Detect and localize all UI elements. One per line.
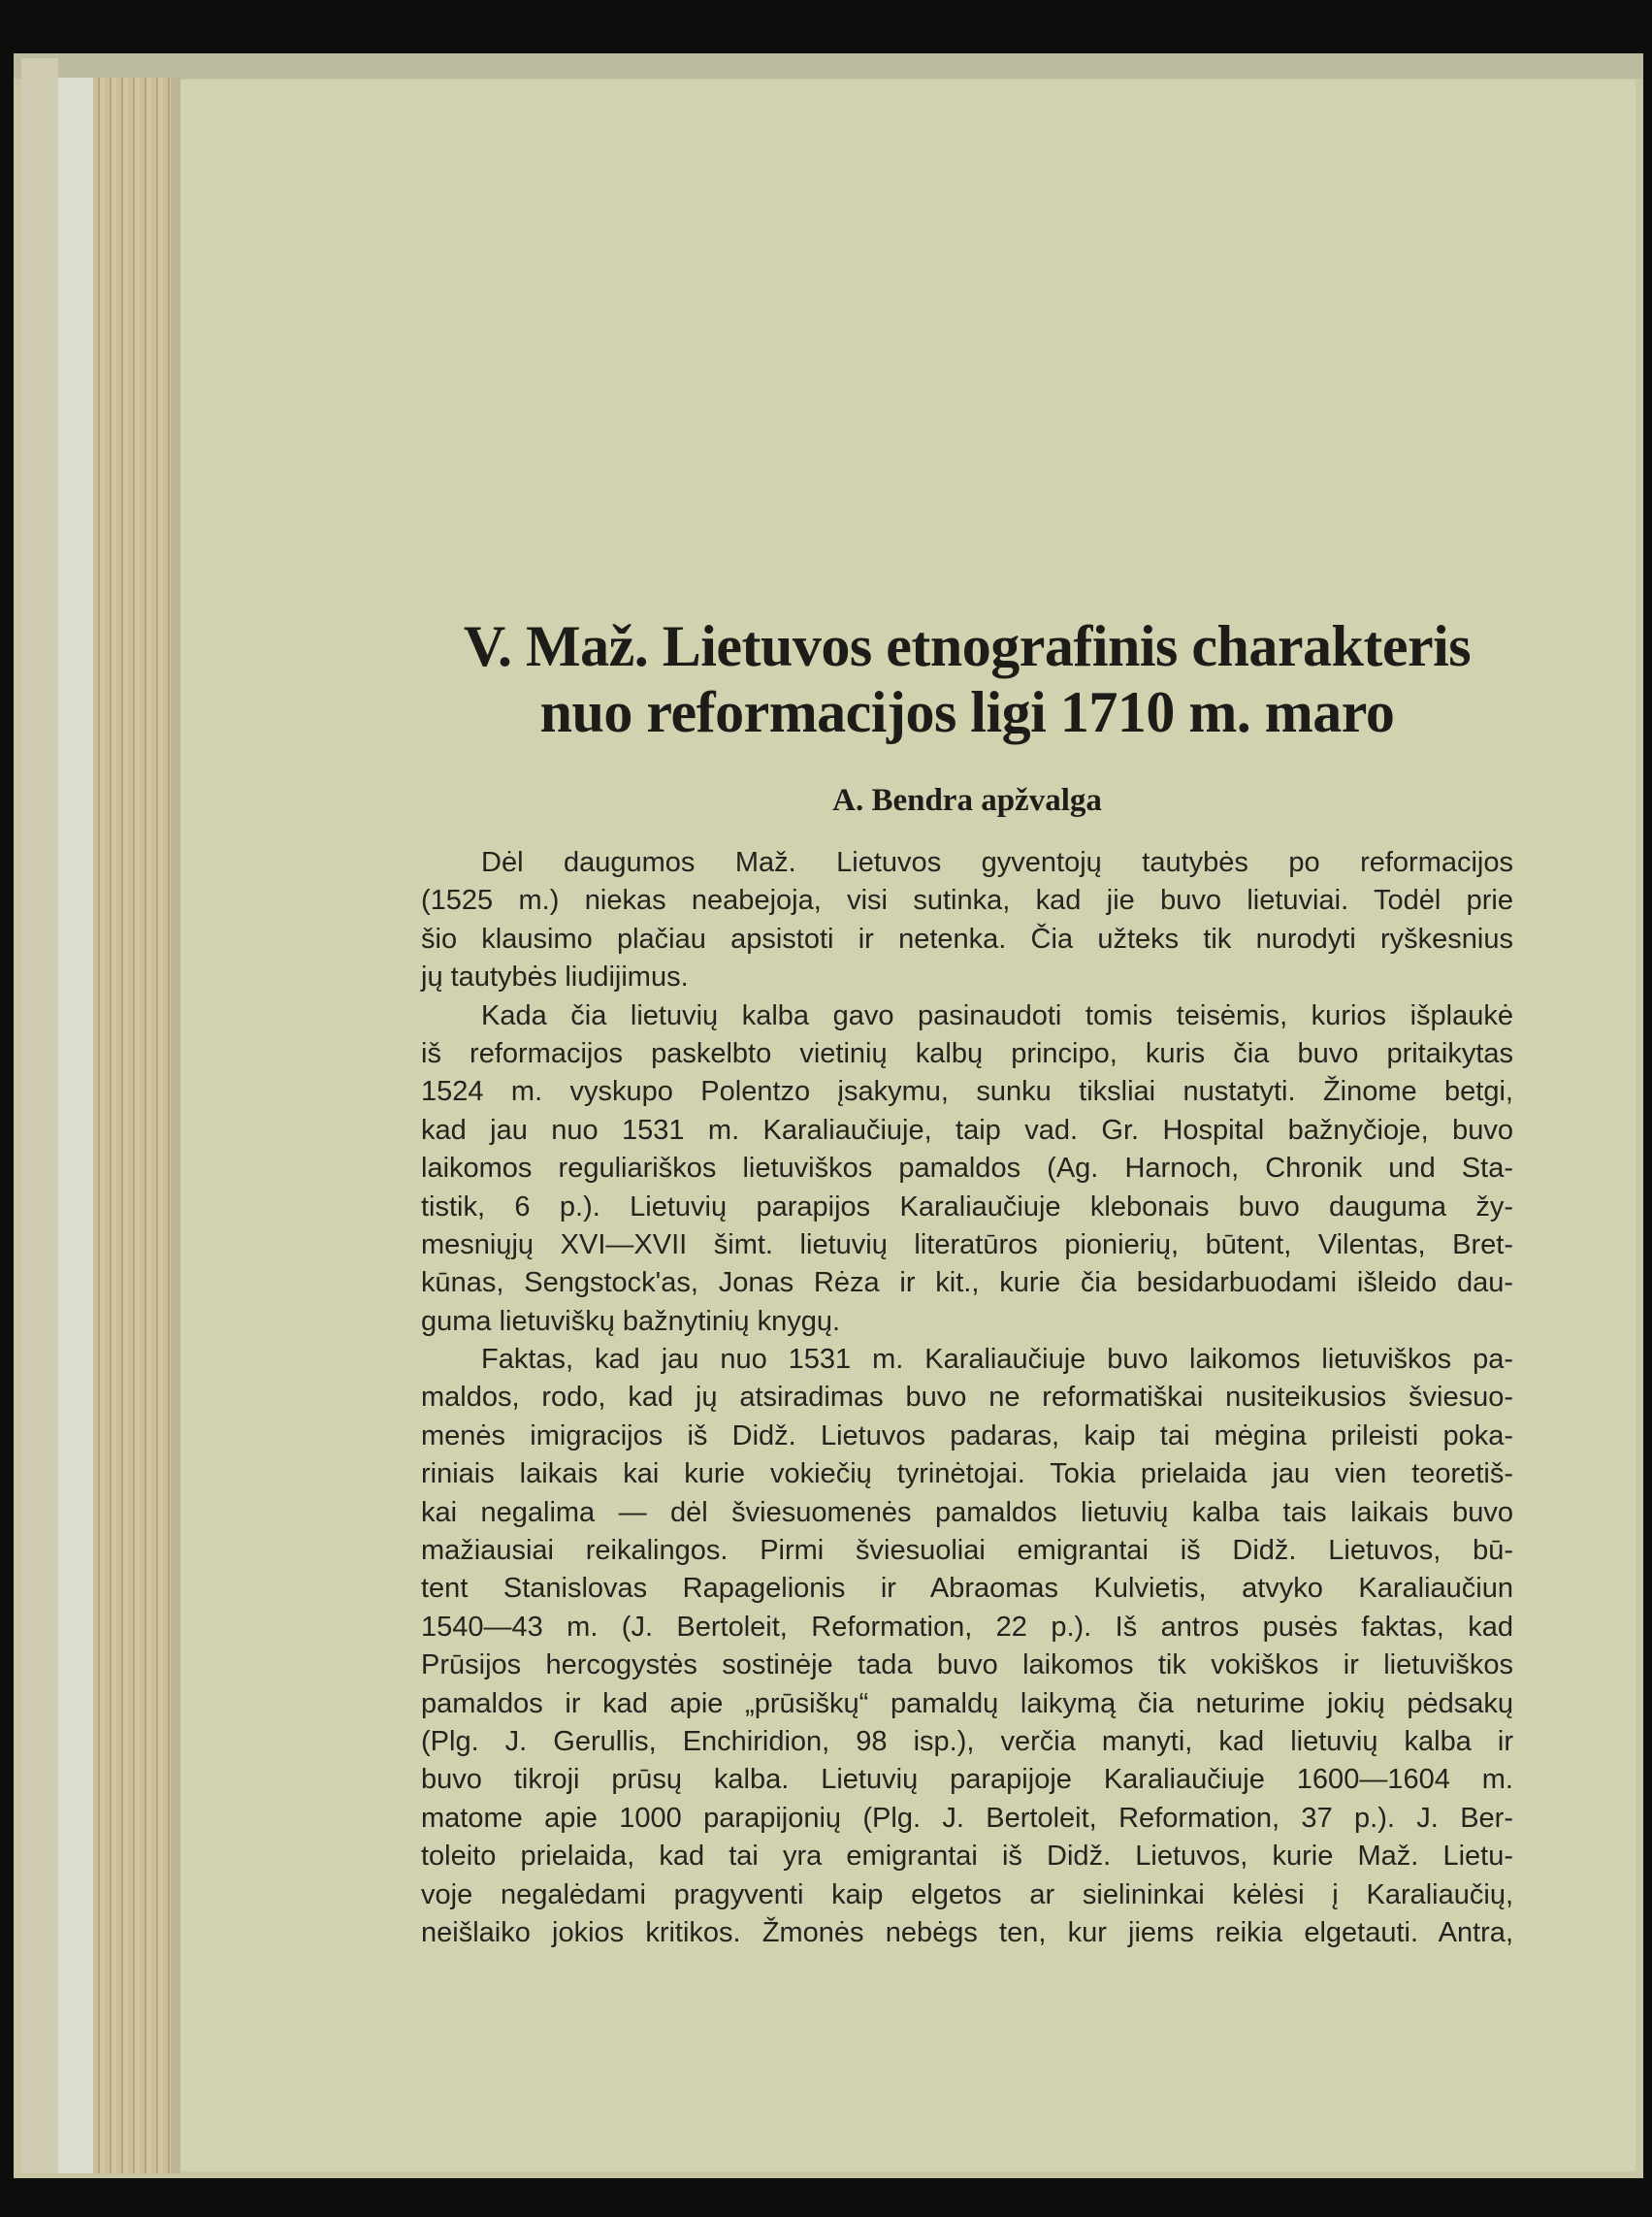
text-line: toleito prielaida, kad tai yra emigrantai iš Didž. Lietuvos, kurie Maž. Lietu-	[421, 1841, 1513, 1873]
body-text	[421, 844, 1513, 1952]
text-line: guma lietuviškų bažnytinių knygų.	[421, 1305, 841, 1337]
text-line: Faktas, kad jau nuo 1531 m. Karaliaučiuje buvo laikomos lietuviškos pa-	[481, 1344, 1513, 1376]
text-line: pamaldos ir kad apie „prūsiškų“ pamaldų laikymą čia neturime jokių pėdsakų	[421, 1687, 1513, 1719]
text-line: riniais laikais kai kurie vokiečių tyrinėtojai. Tokia prielaida jau vien teoretiš-	[421, 1458, 1513, 1490]
text-line: (Plg. J. Gerullis, Enchiridion, 98 isp.), verčia manyti, kad lietuvių kalba ir	[421, 1725, 1513, 1757]
text-line: 1524 m. vyskupo Polentzo įsakymu, sunku tiksliai nustatyti. Žinome betgi,	[421, 1076, 1513, 1108]
text-line: mažiausiai reikalingos. Pirmi šviesuoliai emigrantai iš Didž. Lietuvos, bū-	[421, 1535, 1513, 1567]
page-edges	[93, 78, 171, 2173]
text-line: maldos, rodo, kad jų atsiradimas buvo ne reformatiškai nusiteikusios šviesuo-	[421, 1382, 1513, 1414]
text-line: kad jau nuo 1531 m. Karaliaučiuje, taip vad. Gr. Hospital bažnyčioje, buvo	[421, 1114, 1513, 1146]
book-top-edge	[14, 53, 1643, 79]
text-line: 1540—43 m. (J. Bertoleit, Reformation, 22 p.). Iš antros pusės faktas, kad	[421, 1611, 1513, 1643]
text-line: iš reformacijos paskelbto vietinių kalbų principo, kuris čia buvo pritaikytas	[421, 1037, 1513, 1069]
text-line: kai negalima — dėl šviesuomenės pamaldos lietuvių kalba tais laikais buvo	[421, 1496, 1513, 1528]
page-gutter	[171, 78, 180, 2173]
text-line: tistik, 6 p.). Lietuvių parapijos Karaliaučiuje klebonais buvo dauguma žy-	[421, 1190, 1513, 1223]
text-line: buvo tikroji prūsų kalba. Lietuvių parapijoje Karaliaučiuje 1600—1604 m.	[421, 1764, 1513, 1796]
text-line: voje negalėdami pragyventi kaip elgetos ar sielininkai kėlėsi į Karaliaučių,	[421, 1878, 1513, 1910]
section-title: A. Bendra apžvalga	[832, 783, 1102, 818]
text-line: laikomos reguliariškos lietuviškos pamaldos (Ag. Harnoch, Chronik und Sta-	[421, 1153, 1513, 1185]
text-line: šio klausimo plačiau apsistoti ir netenka. Čia užteks tik nurodyti ryškesnius	[421, 923, 1513, 955]
text-line: kūnas, Sengstock'as, Jonas Rėza ir kit., kurie čia besidarbuodami išleido dau-	[421, 1267, 1513, 1299]
chapter-title-line-2: nuo reformacijos ligi 1710 m. maro	[539, 680, 1395, 744]
text-line: Dėl daugumos Maž. Lietuvos gyventojų tautybės po reformacijos	[481, 847, 1513, 878]
text-line: menės imigracijos iš Didž. Lietuvos padaras, kaip tai mėgina prileisti poka-	[421, 1419, 1513, 1451]
chapter-title-line-1: V. Maž. Lietuvos etnografinis charakteris	[463, 614, 1472, 678]
text-line: Prūsijos hercogystės sostinėje tada buvo laikomos tik vokiškos ir lietuviškos	[421, 1649, 1513, 1681]
book-page	[180, 80, 1636, 2171]
text-line: jų tautybės liudijimus.	[421, 962, 689, 994]
text-line: (1525 m.) niekas neabejoja, visi sutinka, kad jie buvo lietuviai. Todėl prie	[421, 885, 1513, 917]
text-line: tent Stanislovas Rapagelionis ir Abraomas Kulvietis, atvyko Karaliaučiun	[421, 1573, 1513, 1605]
text-line: neišlaiko jokios kritikos. Žmonės nebėgs ten, kur jiems reikia elgetauti. Antra,	[421, 1916, 1513, 1948]
text-line: mesniųjų XVI—XVII šimt. lietuvių literatūros pionierių, būtent, Vilentas, Bret-	[421, 1228, 1513, 1260]
book-endpaper	[58, 78, 93, 2173]
book-spine	[21, 58, 58, 2173]
text-line: matome apie 1000 parapijonių (Plg. J. Bertoleit, Reformation, 37 p.). J. Ber-	[421, 1802, 1513, 1834]
text-line: Kada čia lietuvių kalba gavo pasinaudoti tomis teisėmis, kurios išplaukė	[481, 999, 1513, 1031]
